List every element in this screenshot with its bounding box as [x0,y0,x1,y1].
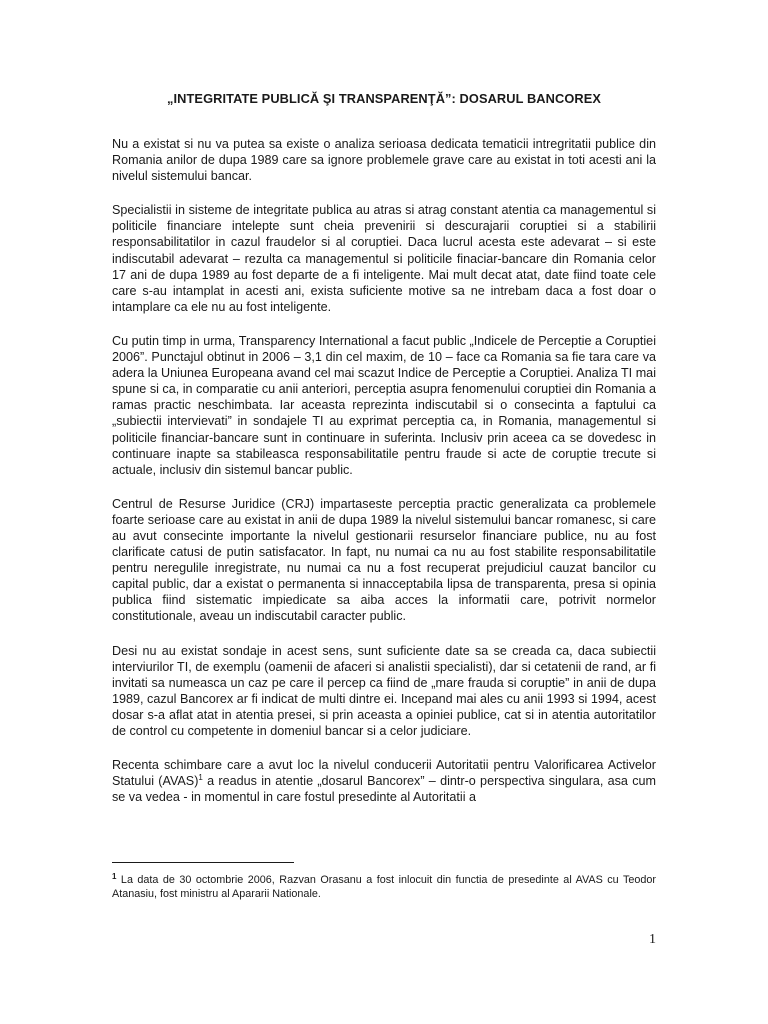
page-title: „INTEGRITATE PUBLICĂ ŞI TRANSPARENŢĂ”: DOSARUL BANCOREX [167,91,601,106]
paragraph-with-footnote-ref [112,757,656,805]
footnote [112,873,656,901]
footnote-reference[interactable]: 1 [198,773,203,783]
paragraph: Desi nu au existat sondaje in acest sens, sunt suficiente date sa se creada ca, daca subiectii interviurilor TI, de exemplu (oamenii de afaceri si analistii specialisti), dar si cetatenii de rand, ar fi invitati sa numeasca un caz pe care il percep ca fiind de „mare frauda si coruptie” in anii de dupa 1989, cazul Bancorex ar fi indicat de multi dintre ei. Incepand mai ales cu anii 1993 si 1994, acest dosar s-a aflat atat in atentia presei, si prin aceasta a opiniei publice, cat si in atentia autoritatilor de control cu competente in domeniul bancar si a celor judiciare. [112,643,656,738]
footnote-separator [112,862,294,863]
paragraph: Specialistii in sisteme de integritate publica au atras si atrag constant atentia ca managementul si politicile financiare intelepte sunt cheia prevenirii si descurajarii coruptiei si a stabilirii responsabilitatilor in cazul fraudelor si al coruptiei. Daca lucrul acesta este adevarat – si este indiscutabil adevarat – rezulta ca managementul si politicile finaciar-bancare din Romania celor 17 ani de dupa 1989 au fost departe de a fi inteligente. Mai mult decat atat, date fiind toate cele care s-au intamplat in acesti ani, exista suficiente motive sa ne intrebam daca a fost doar o intamplare ca ele nu au fost inteligente. [112,203,656,314]
footnote-text: La data de 30 octombrie 2006, Razvan Orasanu a fost inlocuit din functia de presedinte al AVAS cu Teodor Atanasiu, fost ministru al Apararii Nationale. [112,874,656,900]
paragraph-text-end: a readus in atentie „dosarul Bancorex” – dintr-o perspectiva singulara, asa cum se va vedea - in momentul in care fostul presedinte al Autoritatii a [112,774,656,805]
page-number: 1 [649,932,656,947]
paragraph: Cu putin timp in urma, Transparency International a facut public „Indicele de Perceptie a Coruptiei 2006”. Punctajul obtinut in 2006 – 3,1 din cel maxim, de 10 – face ca Romania sa fie tara care va adera la Uniunea Europeana avand cel mai scazut Indice de Perceptie a Coruptiei. Analiza TI mai spune si ca, in comparatie cu anii anteriori, perceptia asupra fenomenului coruptiei din Romania a ramas practic neschimbata. Iar aceasta reprezinta indiscutabil si o consecinta a faptului ca „subiectii intervievati” in sondajele TI au exprimat perceptia ca, in Romania, managementul si politicile financiar-bancare sunt in continuare in suferinta. Inclusiv prin aceea ca se dovedesc in continuare inapte sa stabileasca responsabilitatile pentru fraude si acte de coruptie trecute si actuale, inclusiv din sistemul bancar public. [112,333,656,477]
body-text [112,136,656,805]
footnote-marker: 1 [112,872,117,881]
paragraph-text-start: Recenta schimbare care a avut loc la nivelul conducerii Autoritatii pentru Valorificarea Activelor Statului (AVAS) [112,758,656,789]
paragraph: Nu a existat si nu va putea sa existe o analiza serioasa dedicata tematicii intregritatii publice din Romania anilor de dupa 1989 care sa ignore problemele grave care au existat in toti acesti ani la nivelul sistemului bancar. [112,137,656,184]
paragraph: Centrul de Resurse Juridice (CRJ) impartaseste perceptia practic generalizata ca problemele foarte serioase care au existat in anii de dupa 1989 la nivelul sistemului bancar romanesc, si care au avut consecinte importante la nivelul gestionarii resurselor financiare publice, nu au fost clarificate catusi de putin satisfacator. In fapt, nu numai ca nu au fost stabilite responsabilitatile pentru neregulile inregistrate, nu numai ca nu a fost recuperat prejudiciul cauzat bancilor cu capital public, dar a existat o permanenta si innacceptabila lipsa de transparenta, presa si opinia publica fiind sistematic impiedicate sa aiba acces la informatii care, potrivit normelor constitutionale, aveau un indiscutabil caracter public. [112,496,656,624]
